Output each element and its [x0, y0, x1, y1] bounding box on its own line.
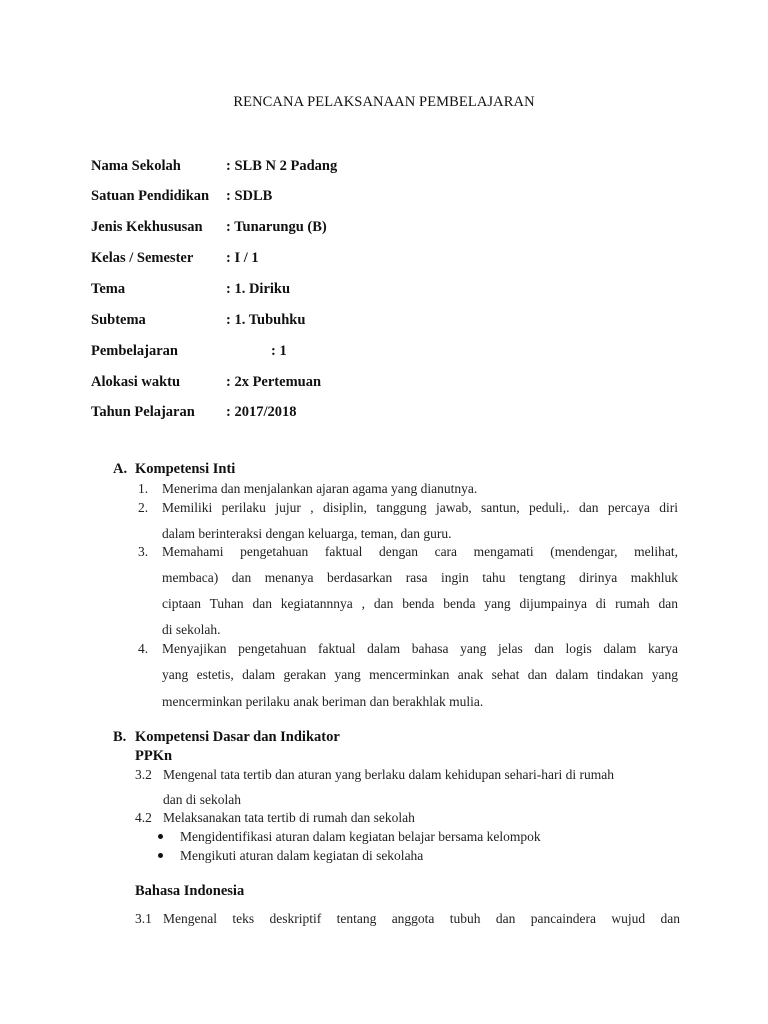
subject-heading-ppkn: PPKn: [135, 748, 173, 764]
item-text-line: yang estetis, dalam gerakan yang mencerminkan anak sehat dan dalam tindakan yang: [162, 667, 678, 682]
info-label: Jenis Kekhususan: [91, 219, 203, 235]
item-text-line: Memiliki perilaku jujur , disiplin, tanggung jawab, santun, peduli,. dan percaya diri: [162, 500, 678, 515]
subject-heading-bahasa-indonesia: Bahasa Indonesia: [135, 883, 245, 899]
item-text-line: Menyajikan pengetahuan faktual dalam bahasa yang jelas dan logis dalam karya: [162, 641, 678, 656]
info-label: Pembelajaran: [91, 343, 178, 359]
item-text-line: Memahami pengetahuan faktual dengan cara mengamati (mendengar, melihat,: [162, 544, 678, 559]
info-value: : 2017/2018: [226, 404, 297, 420]
item-text-line: mencerminkan perilaku anak beriman dan berakhlak mulia.: [162, 694, 484, 709]
info-label: Satuan Pendidikan: [91, 188, 210, 204]
item-text-line: membaca) dan menanya berdasarkan rasa ingin tahu tengtang dirinya makhluk: [162, 570, 678, 585]
item-number: 2.: [138, 500, 149, 515]
section-title: Kompetensi Inti: [135, 461, 236, 477]
info-label: Subtema: [91, 312, 146, 328]
kd-text-line: Melaksanakan tata tertib di rumah dan sekolah: [163, 810, 415, 825]
indicator-text: Mengikuti aturan dalam kegiatan di sekolaha: [180, 848, 424, 863]
item-number: 3.: [138, 544, 149, 559]
info-value: : Tunarungu (B): [226, 219, 327, 235]
info-value: : 1: [271, 343, 287, 359]
kd-text-line: dan di sekolah: [163, 792, 241, 807]
section-a-heading: [113, 461, 235, 478]
section-letter: B.: [113, 729, 127, 745]
info-label: Nama Sekolah: [91, 158, 181, 174]
info-label: Alokasi waktu: [91, 374, 181, 390]
kd-text-line: Mengenal tata tertib dan aturan yang berlaku dalam kehidupan sehari-hari di rumah: [163, 767, 614, 782]
info-label: Kelas / Semester: [91, 250, 194, 266]
item-text-line: Menerima dan menjalankan ajaran agama yang dianutnya.: [162, 481, 478, 496]
info-value: : SDLB: [226, 188, 273, 204]
section-letter: A.: [113, 461, 128, 477]
bullet-dot-icon: [158, 834, 163, 839]
info-label: Tema: [91, 281, 126, 297]
item-text-line: dalam berinteraksi dengan keluarga, teman, dan guru.: [162, 526, 452, 541]
section-title: Kompetensi Dasar dan Indikator: [135, 729, 340, 745]
kd-text-line: Mengenal teks deskriptif tentang anggota tubuh dan pancaindera wujud dan: [163, 911, 680, 926]
info-label: Tahun Pelajaran: [91, 404, 195, 420]
info-value: : SLB N 2 Padang: [226, 158, 338, 174]
item-number: 4.: [138, 641, 149, 656]
section-b-heading: [113, 729, 340, 746]
info-value: : 1. Tubuhku: [226, 312, 306, 328]
bullet-dot-icon: [158, 853, 163, 858]
info-value: : 2x Pertemuan: [226, 374, 322, 390]
info-value: : 1. Diriku: [226, 281, 291, 297]
document-title: RENCANA PELAKSANAAN PEMBELAJARAN: [233, 94, 535, 110]
kd-number: 3.2: [135, 767, 152, 782]
item-text-line: di sekolah.: [162, 622, 221, 637]
indicator-text: Mengidentifikasi aturan dalam kegiatan belajar bersama kelompok: [180, 829, 541, 844]
item-text-line: ciptaan Tuhan dan kegiatannnya , dan benda benda yang dijumpainya di rumah dan: [162, 596, 678, 611]
kd-number: 3.1: [135, 911, 152, 926]
info-value: : I / 1: [226, 250, 259, 266]
item-number: 1.: [138, 481, 149, 496]
kd-number: 4.2: [135, 810, 152, 825]
